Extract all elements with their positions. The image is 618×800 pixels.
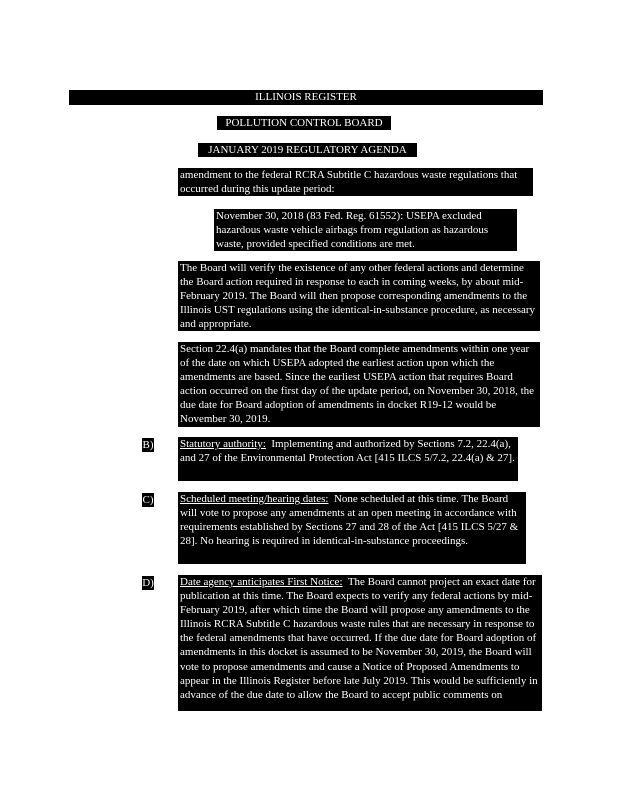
section-b-label: B) xyxy=(142,439,154,451)
section-b-text: Implementing and authorized by Sections 7.2, 22.4(a), and 27 of the Environmental Protection Act [415 ILCS 5/7.2, 22.4(a) & 27]. xyxy=(180,438,515,465)
section-d-first-notice xyxy=(178,575,542,711)
section-b-statutory-authority xyxy=(178,437,518,481)
section-b-heading: Statutory authority: xyxy=(180,438,266,450)
board-verification-text: The Board will verify the existence of any other federal actions and determine the Board action required in response to each in coming weeks, by about mid-February 2019. The Board will then propose corresponding amendments to the Illinois UST regulations using the identical-in-substance procedure, as necessary and appropriate. xyxy=(180,262,536,331)
continued-paragraph-text: amendment to the federal RCRA Subtitle C hazardous waste regulations that occurred during this update period: xyxy=(180,169,518,196)
section-22-4-paragraph xyxy=(178,342,540,427)
register-title xyxy=(69,90,543,104)
section-b-body xyxy=(180,437,516,465)
board-title: POLLUTION CONTROL BOARD xyxy=(217,116,391,130)
section-c-text: None scheduled at this time. The Board will vote to propose any amendments at an open meeting in accordance with requirements established by Sections 27 and 28 of the Act [415 ILCS 5/27 & 28]. No hearing is required in identical-in-substance proceedings. xyxy=(180,493,519,548)
section-c-meeting-dates xyxy=(178,492,526,564)
register-title-text: ILLINOIS REGISTER xyxy=(255,91,357,103)
agenda-title: JANUARY 2019 REGULATORY AGENDA xyxy=(198,143,417,157)
section-d-text: The Board cannot project an exact date for publication at this time. The Board expects to verify any federal actions by mid-February 2019, after which time the Board will propose any amendments to the Illinois RCRA Subtitle C hazardous waste rules that are necessary in response to the federal amendments that have occurred. If the due date for Board adoption of amendments in this docket is assumed to be November 30, 2019, the Board will vote to propose amendments and cause a Notice of Proposed Amendments to appear in the Illinois Register before late July 2019. This would be sufficiently in advance of the due date to allow the Board to accept public comments on xyxy=(180,576,538,701)
section-d-label: D) xyxy=(142,577,154,589)
section-d-body xyxy=(180,575,540,702)
federal-action-text: November 30, 2018 (83 Fed. Reg. 61552): USEPA excluded hazardous waste vehicle airbags from regulation as hazardous waste, provided specified conditions are met. xyxy=(216,210,489,251)
federal-action-item xyxy=(214,209,517,251)
section-c-heading: Scheduled meeting/hearing dates: xyxy=(180,493,329,505)
continued-paragraph xyxy=(178,168,533,196)
header-rule xyxy=(69,103,543,105)
board-verification-paragraph xyxy=(178,261,540,331)
section-c-body xyxy=(180,492,524,548)
section-22-4-text: Section 22.4(a) mandates that the Board complete amendments within one year of the date on which USEPA adopted the earliest action upon which the amendments are based. Since the earliest USEPA action that requires Board action occurred on the first day of the update period, on November 30, 2018, the due date for Board adoption of amendments in docket R19-12 would be November 30, 2019. xyxy=(180,343,535,426)
section-d-heading: Date agency anticipates First Notice: xyxy=(180,576,343,588)
section-c-label: C) xyxy=(142,494,154,506)
